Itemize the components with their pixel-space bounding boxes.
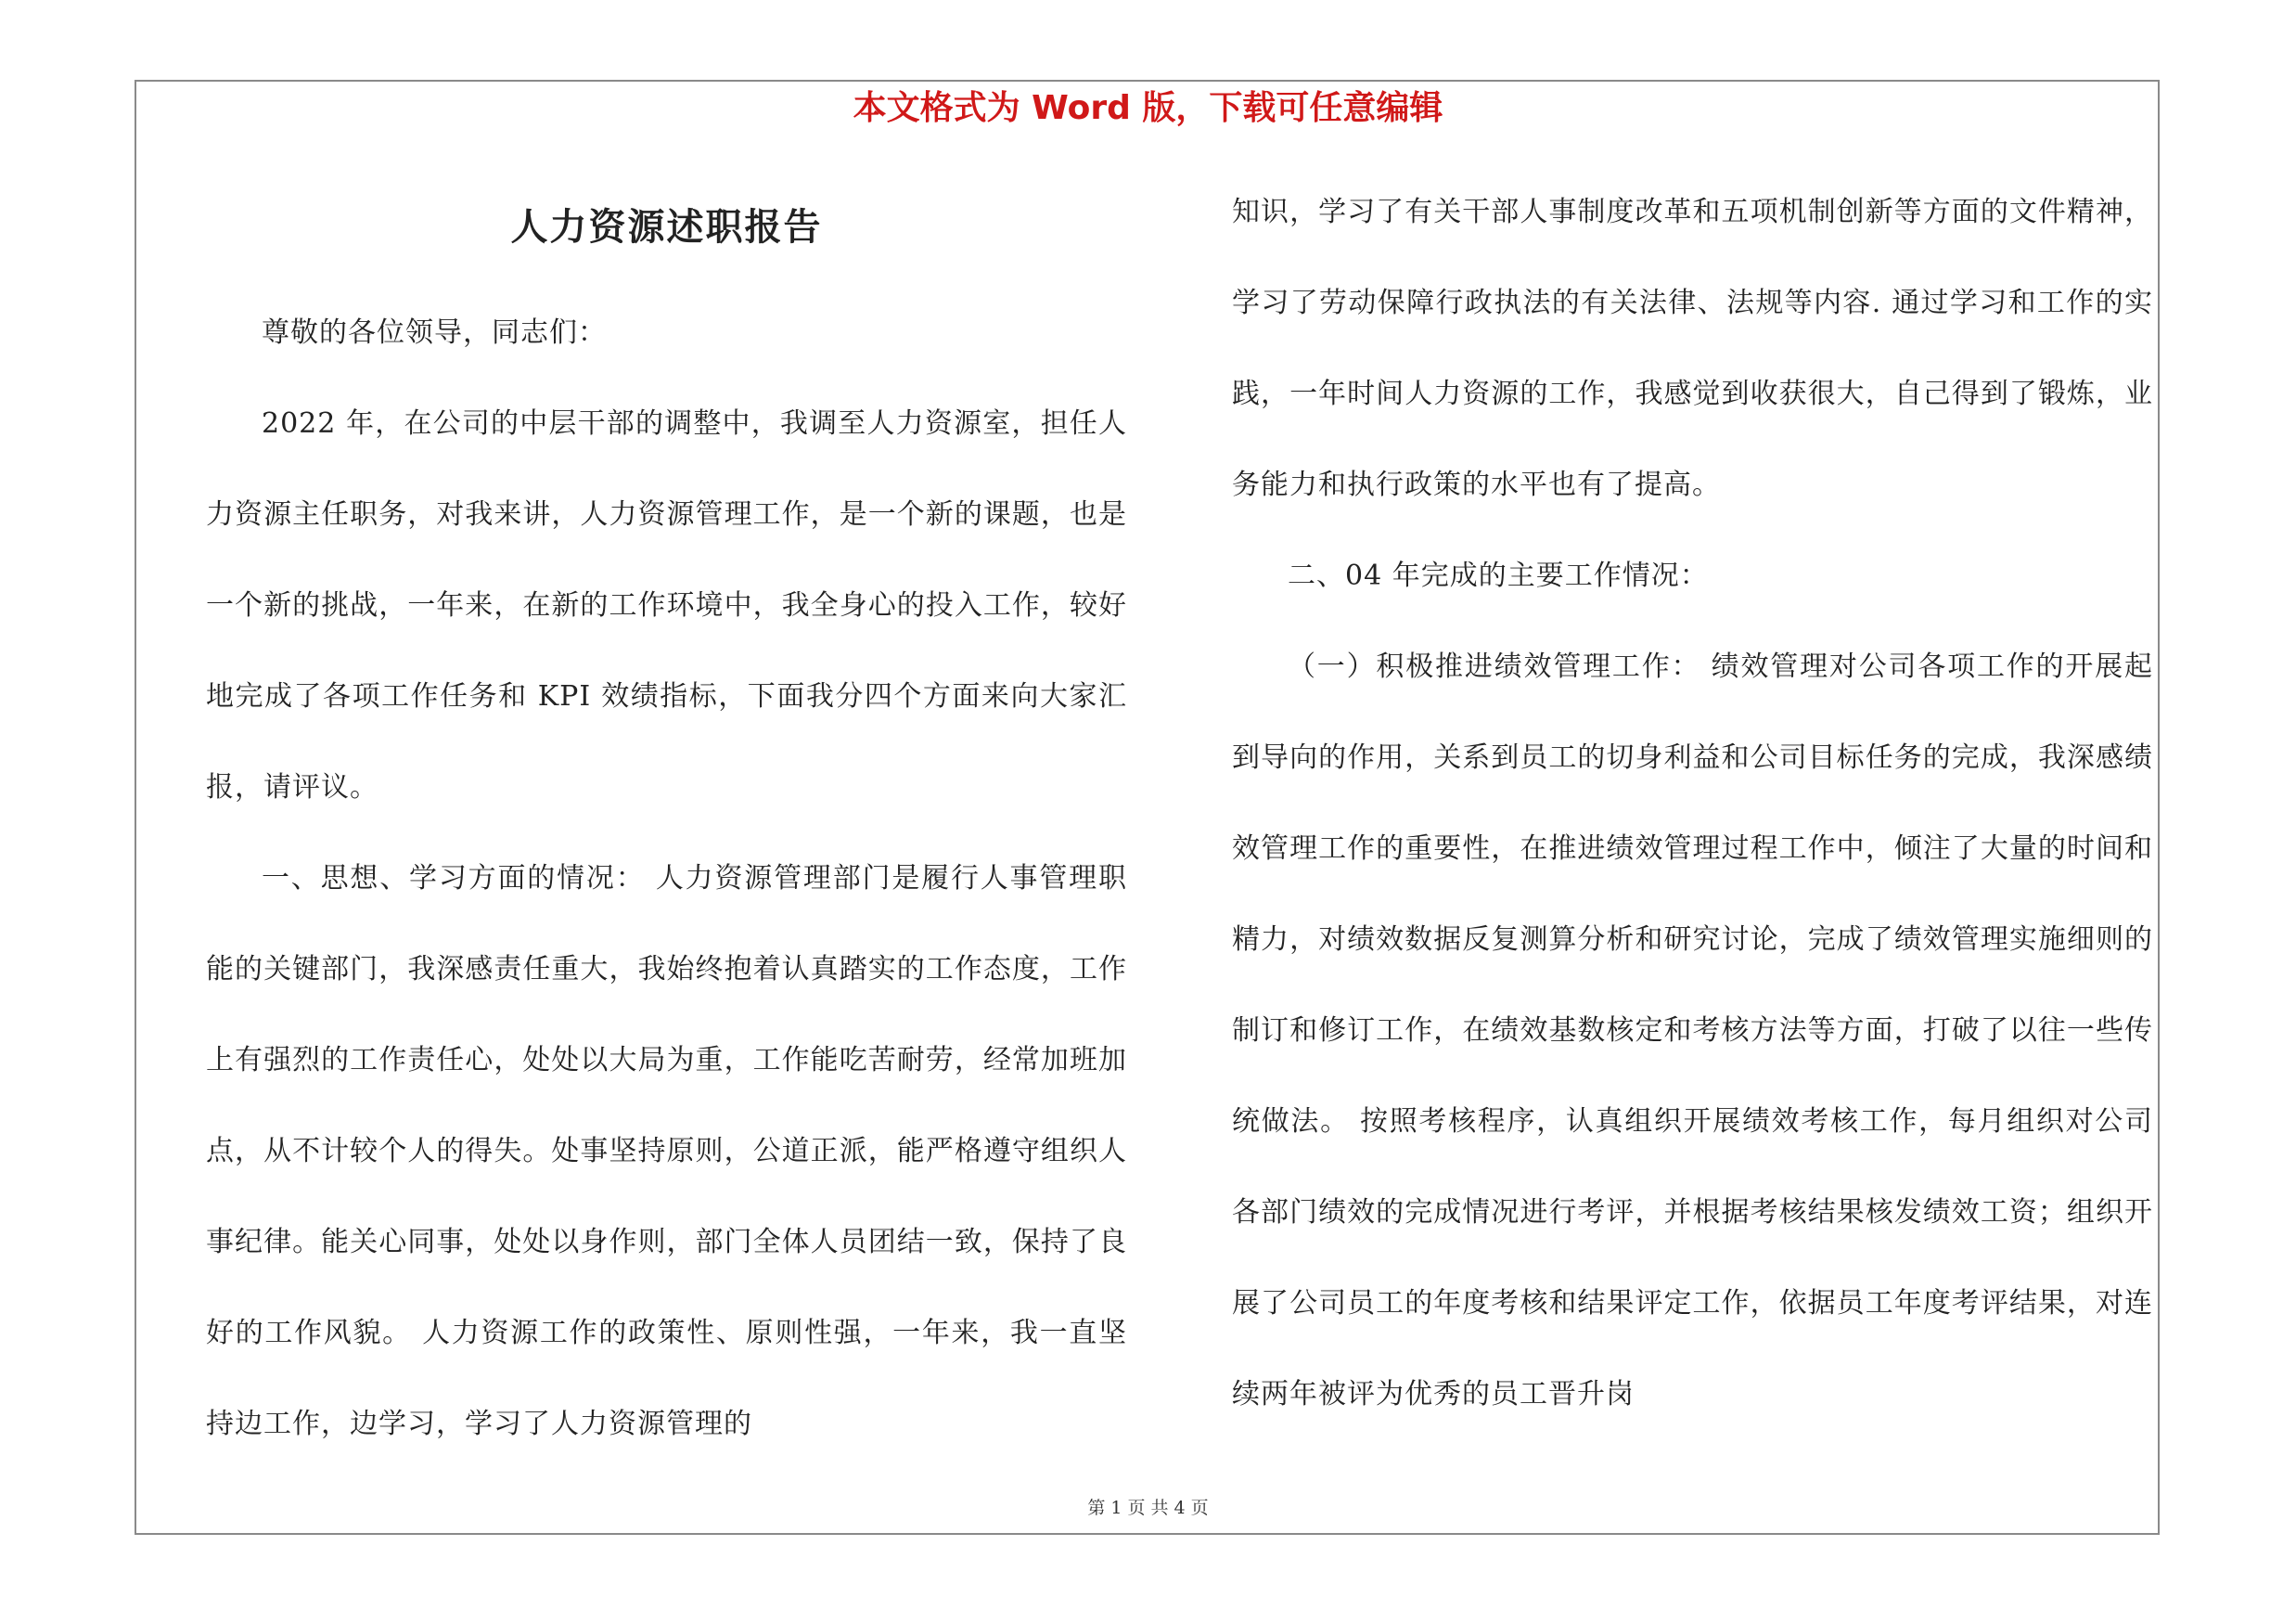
paragraph-section-one: 一、思想、学习方面的情况： 人力资源管理部门是履行人事管理职能的关键部门，我深感责任重大，我始终抱着认真踏实的工作态度，工作上有强烈的工作责任心，处处以大局为重，工作能吃苦耐劳，经常加班加点，从不计较个人的得失。处事坚持原则，公道正派，能严格遵守组织人事纪律。能关心同事，处处以身作则，部门全体人员团结一致，保持了良好的工作风貌。 人力资源工作的政策性、原则性强，一年来，我一直坚持边工作，边学习，学习了人力资源管理的 (206, 862, 1127, 1440)
left-column (206, 167, 1127, 1470)
paragraph-salutation: 尊敬的各位领导，同志们： (262, 316, 607, 349)
paragraph-continued-learning: 知识，学习了有关干部人事制度改革和五项机制创新等方面的文件精神，学习了劳动保障行政执法的有关法律、法规等内容. 通过学习和工作的实践，一年时间人力资源的工作，我感觉到收获很大，自己得到了锻炼，业务能力和执行政策的水平也有了提高。 (1232, 196, 2153, 501)
format-banner: 本文格式为 Word 版，下载可任意编辑 (853, 89, 1443, 127)
paragraph-performance-management: （一）积极推进绩效管理工作： 绩效管理对公司各项工作的开展起到导向的作用，关系到员工的切身利益和公司目标任务的完成，我深感绩效管理工作的重要性，在推进绩效管理过程工作中，倾注了大量的时间和精力，对绩效数据反复测算分析和研究讨论，完成了绩效管理实施细则的制订和修订工作，在绩效基数核定和考核方法等方面，打破了以往一些传统做法。 按照考核程序，认真组织开展绩效考核工作，每月组织对公司各部门绩效的完成情况进行考评，并根据考核结果核发绩效工资；组织开展了公司员工的年度考核和结果评定工作，依据员工年度考评结果，对连续两年被评为优秀的员工晋升岗 (1232, 650, 2153, 1410)
paragraph-introduction: 2022 年，在公司的中层干部的调整中，我调至人力资源室，担任人力资源主任职务，对我来讲，人力资源管理工作，是一个新的课题，也是一个新的挑战，一年来，在新的工作环境中，我全身心的投入工作，较好地完成了各项工作任务和 KPI 效绩指标，下面我分四个方面来向大家汇报，请评议。 (206, 407, 1127, 804)
document-title: 人力资源述职报告 (510, 205, 823, 249)
page-number: 第 1 页 共 4 页 (1087, 1498, 1209, 1518)
paragraph-section-two-heading: 二、04 年完成的主要工作情况： (1288, 560, 1709, 592)
right-column (1232, 167, 2153, 1440)
